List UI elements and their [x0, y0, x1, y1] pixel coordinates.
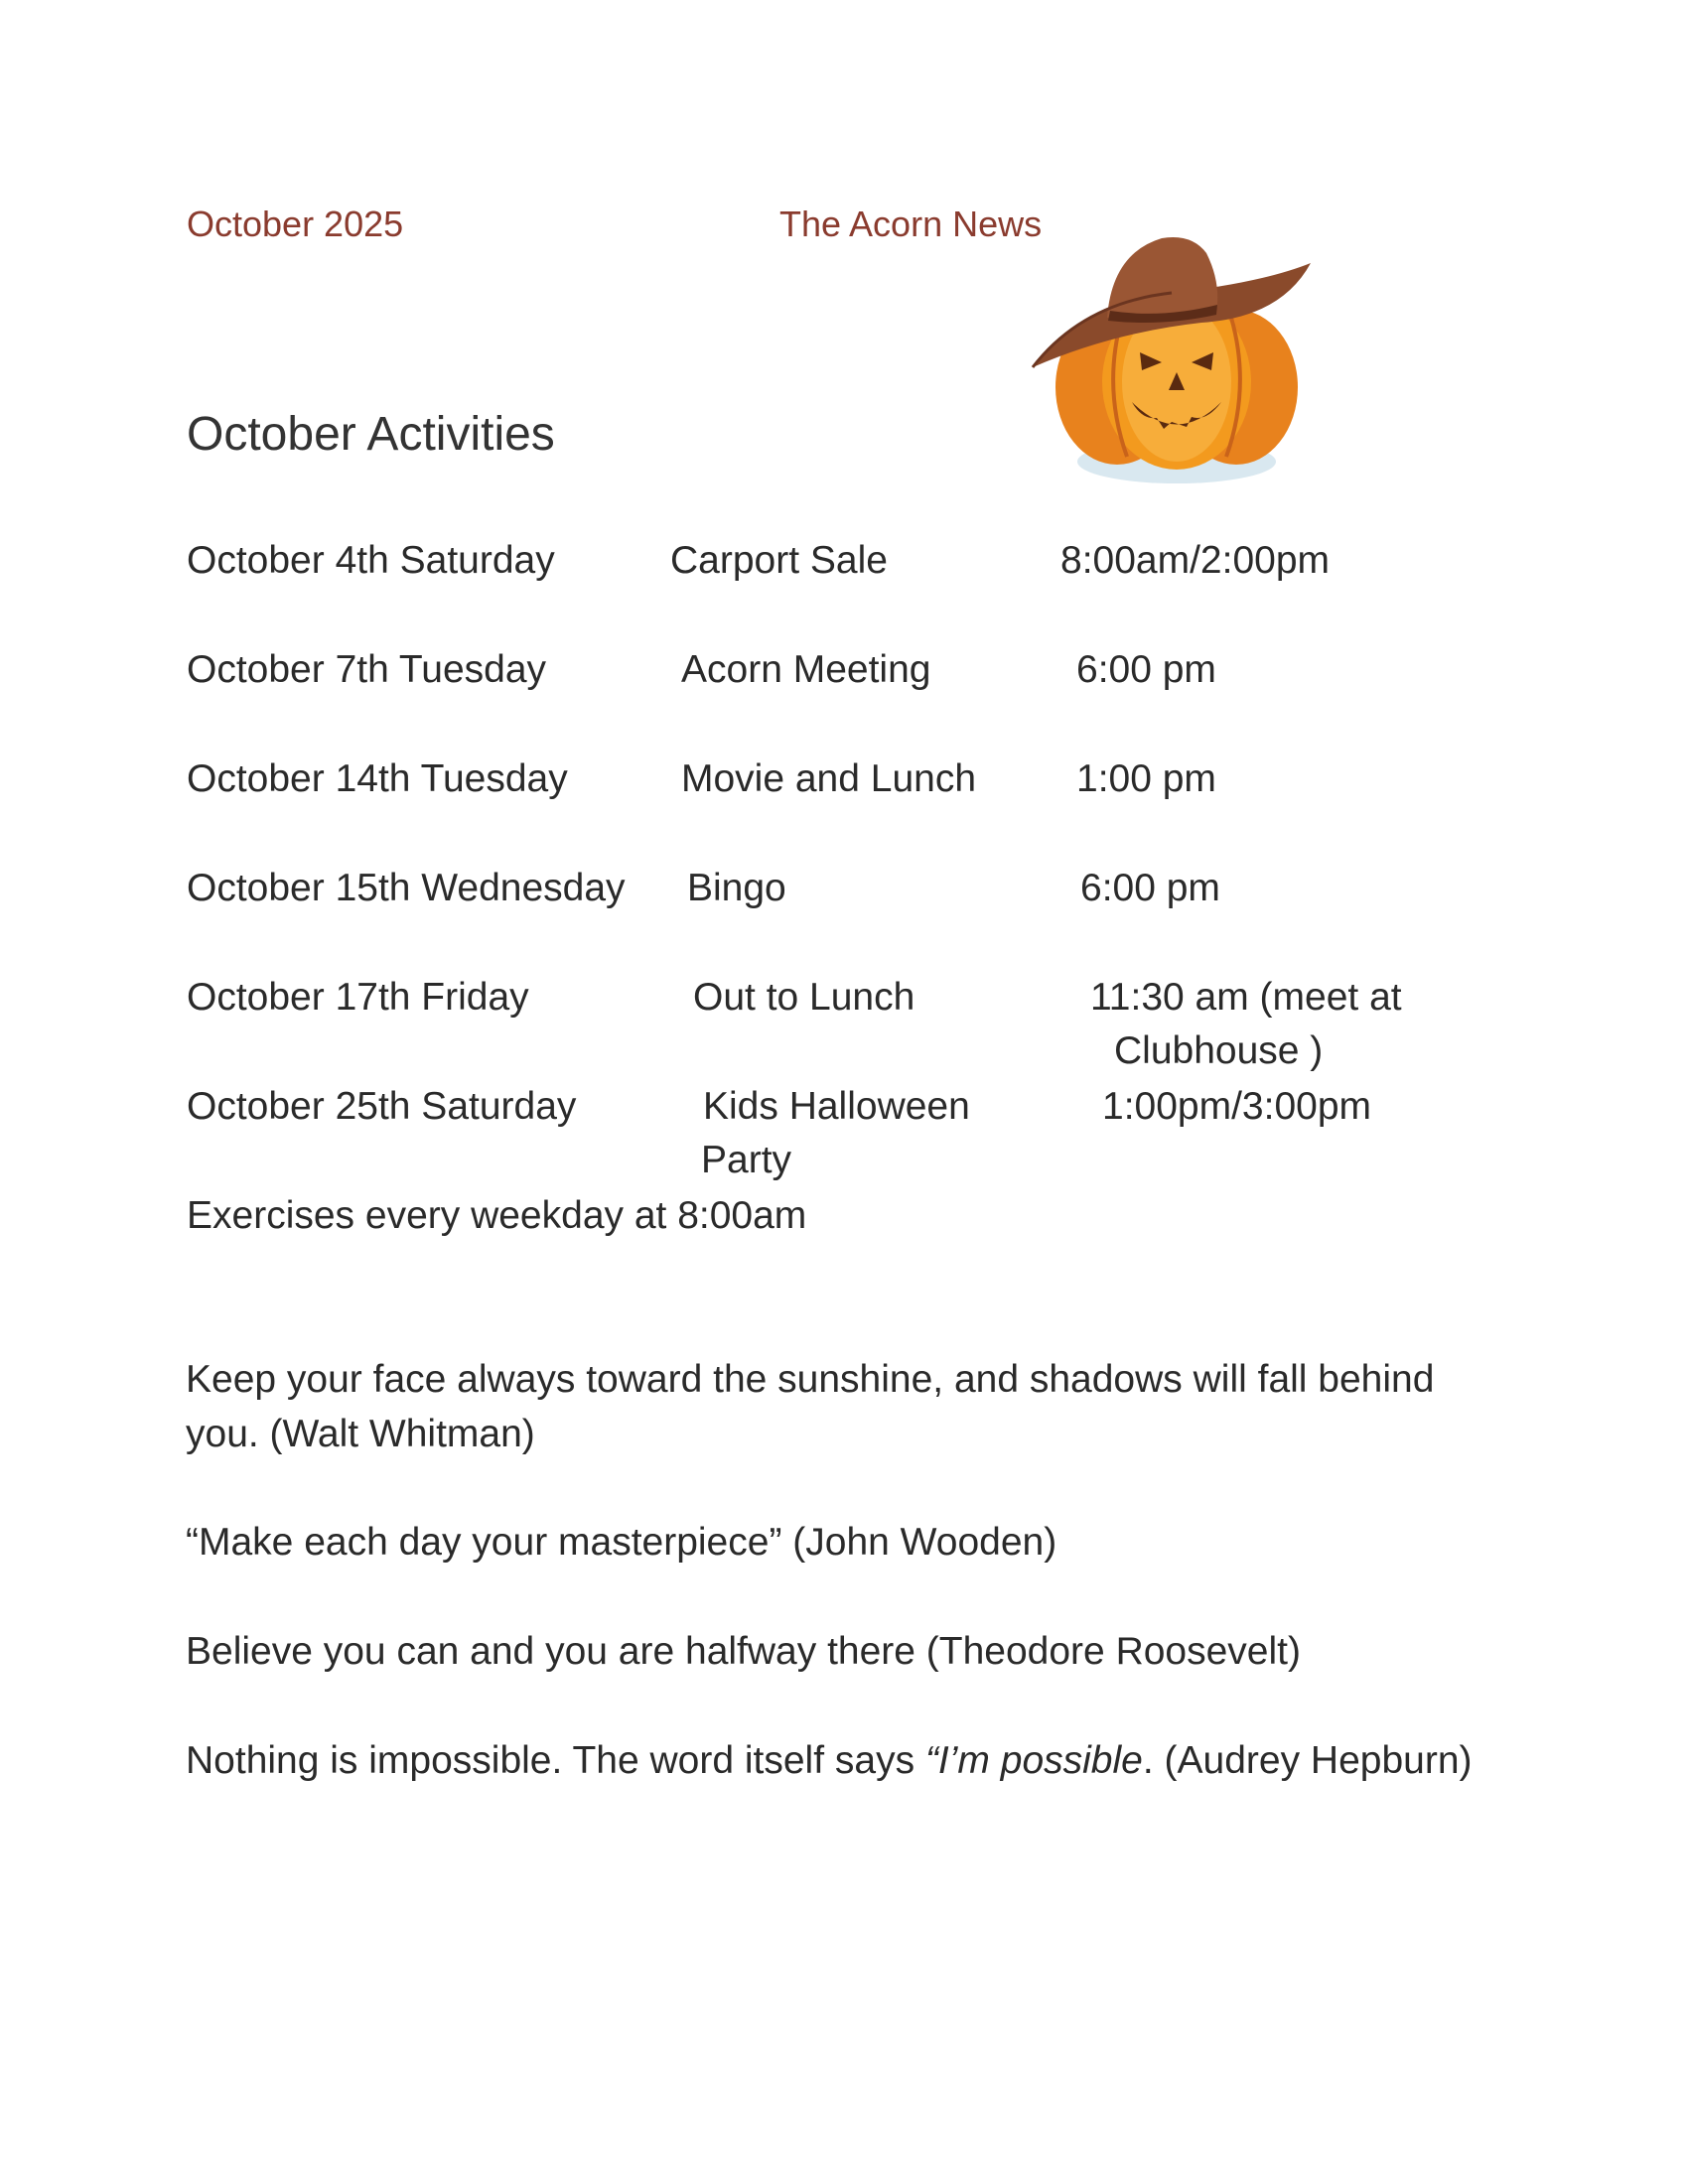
activity-date: October 17th Friday: [187, 976, 529, 1019]
quote-whitman: Keep your face always toward the sunshine, and shadows will fall behind you. (Walt Whitman): [186, 1358, 1435, 1455]
activity-event: Out to Lunch: [693, 976, 915, 1019]
activity-event: Acorn Meeting: [681, 648, 931, 691]
activity-event: Bingo: [687, 867, 786, 909]
activity-time: 6:00 pm: [1080, 867, 1220, 909]
quote-hepburn-start: Nothing is impossible. The word itself says: [186, 1739, 925, 1782]
newsletter-title: The Acorn News: [779, 204, 1043, 244]
quote-hepburn-italic: “I’m possible: [924, 1739, 1143, 1782]
quote-hepburn: [186, 1733, 1496, 1788]
activity-time-continued: Clubhouse ): [1114, 1029, 1324, 1072]
section-title: October Activities: [187, 408, 555, 461]
activity-event: Carport Sale: [670, 539, 888, 582]
activity-event: Movie and Lunch: [681, 757, 977, 800]
activity-time: 11:30 am (meet at: [1090, 976, 1402, 1019]
activity-date: October 7th Tuesday: [187, 648, 547, 691]
activity-date: October 14th Tuesday: [187, 757, 568, 800]
newsletter-date: October 2025: [187, 204, 404, 244]
jack-o-lantern-with-hat-icon: [1023, 223, 1321, 491]
exercise-note: Exercises every weekday at 8:00am: [187, 1194, 807, 1237]
activity-time: 1:00pm/3:00pm: [1102, 1085, 1372, 1128]
activity-time: 1:00 pm: [1076, 757, 1216, 800]
quote-roosevelt: Believe you can and you are halfway there (Theodore Roosevelt): [186, 1630, 1301, 1673]
activity-time: 6:00 pm: [1076, 648, 1216, 691]
quote-wooden: “Make each day your masterpiece” (John Wooden): [186, 1521, 1057, 1564]
activity-date: October 25th Saturday: [187, 1085, 577, 1128]
quote-hepburn-end: . (Audrey Hepburn): [1142, 1739, 1473, 1782]
activity-date: October 4th Saturday: [187, 539, 555, 582]
activity-event-continued: Party: [701, 1139, 792, 1181]
activity-event: Kids Halloween: [703, 1085, 970, 1128]
activity-time: 8:00am/2:00pm: [1060, 539, 1331, 582]
activity-date: October 15th Wednesday: [187, 867, 626, 909]
